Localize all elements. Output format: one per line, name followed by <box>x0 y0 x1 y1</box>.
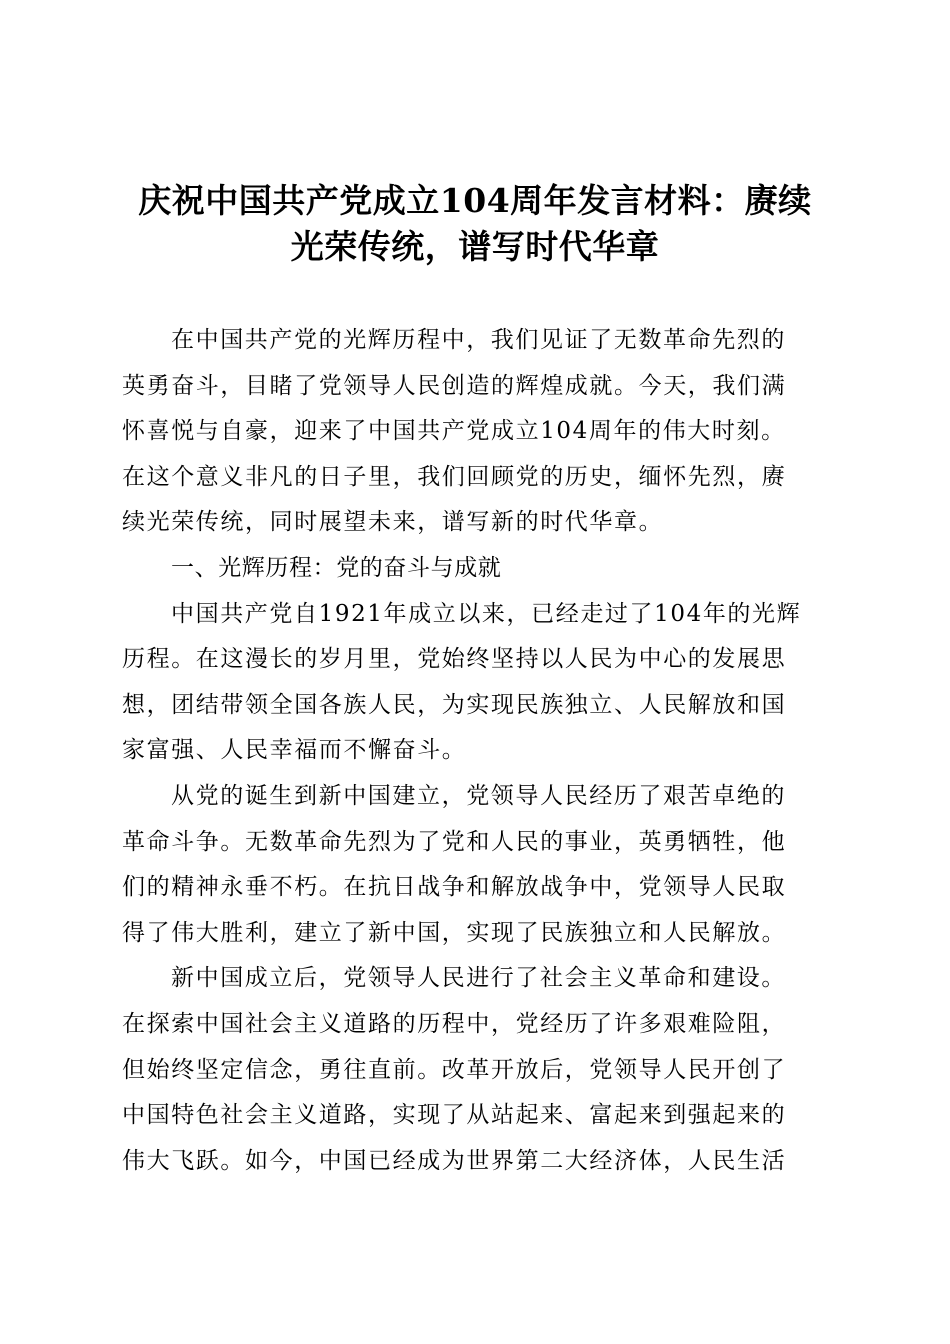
paragraph-line: 中国共产党自1921年成立以来，已经走过了104年的光辉 <box>171 600 802 627</box>
paragraph-line: 想，团结带领全国各族人民，为实现民族独立、人民解放和国 <box>122 691 787 718</box>
title-line: 光荣传统，谱写时代华章 <box>290 227 660 266</box>
paragraph-line: 在中国共产党的光辉历程中，我们见证了无数革命先烈的 <box>171 327 786 353</box>
paragraph-line: 历程。在这漫长的岁月里，党始终坚持以人民为中心的发展思 <box>122 646 787 673</box>
paragraph-line: 从党的诞生到新中国建立，党领导人民经历了艰苦卓绝的 <box>171 782 786 809</box>
paragraph-line: 革命斗争。无数革命先烈为了党和人民的事业，英勇牺牲，他 <box>122 828 787 855</box>
paragraph-line: 伟大飞跃。如今，中国已经成为世界第二大经济体，人民生活 <box>122 1147 787 1174</box>
title-line: 庆祝中国共产党成立104周年发言材料：赓续 <box>138 181 812 220</box>
document-body <box>122 318 828 1184</box>
section-heading: 一、光辉历程：党的奋斗与成就 <box>171 554 502 581</box>
paragraph-line: 新中国成立后，党领导人民进行了社会主义革命和建设。 <box>171 965 786 992</box>
paragraph-line: 家富强、人民幸福而不懈奋斗。 <box>122 737 467 764</box>
paragraph-line: 们的精神永垂不朽。在抗日战争和解放战争中，党领导人民取 <box>122 874 787 901</box>
paragraph-line: 但始终坚定信念，勇往直前。改革开放后，党领导人民开创了 <box>122 1056 787 1083</box>
paragraph-line: 得了伟大胜利，建立了新中国，实现了民族独立和人民解放。 <box>122 919 787 946</box>
paragraph-line: 在探索中国社会主义道路的历程中，党经历了许多艰难险阻， <box>122 1010 787 1037</box>
document-title <box>110 178 840 270</box>
paragraph-line: 中国特色社会主义道路，实现了从站起来、富起来到强起来的 <box>122 1102 787 1129</box>
paragraph-line: 英勇奋斗，目睹了党领导人民创造的辉煌成就。今天，我们满 <box>122 372 787 399</box>
paragraph-line: 在这个意义非凡的日子里，我们回顾党的历史，缅怀先烈，赓 <box>122 463 787 490</box>
paragraph-line: 续光荣传统，同时展望未来，谱写新的时代华章。 <box>122 509 664 536</box>
paragraph-line: 怀喜悦与自豪，迎来了中国共产党成立104周年的伟大时刻。 <box>122 418 786 445</box>
